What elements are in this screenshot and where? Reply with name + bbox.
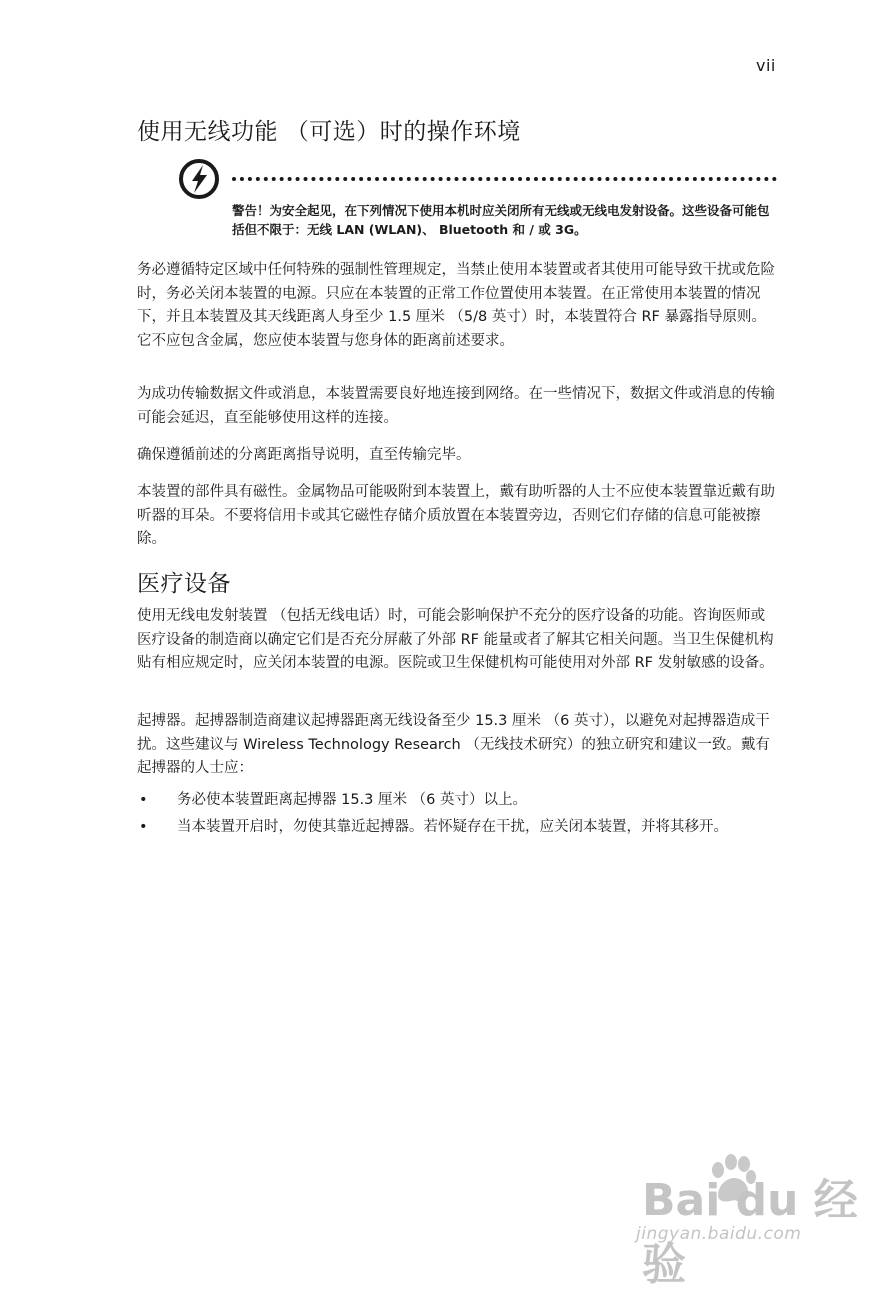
section-title-wireless: 使用无线功能 （可选）时的操作环境 xyxy=(137,119,521,145)
watermark xyxy=(636,1152,876,1290)
watermark-url: jingyan.baidu.com xyxy=(636,1224,802,1244)
paragraph: 为成功传输数据文件或消息，本装置需要良好地连接到网络。在一些情况下，数据文件或消息的传输可能会延迟，直至能够使用这样的连接。 xyxy=(137,386,775,426)
paragraph: 务必遵循特定区域中任何特殊的强制性管理规定，当禁止使用本装置或者其使用可能导致干扰或危险时，务必关闭本装置的电源。只应在本装置的正常工作位置使用本装置。在正常使用本装置的情况下，并且本装置及其天线距离人身至少 1.5 厘米 （5/8 英寸）时，本装置符合 RF 暴露指导原则。它不应包含金属，您应使本装置与您身体的距离前述要求。 xyxy=(137,262,775,349)
watermark-logo: Bai du 经验 xyxy=(642,1175,858,1290)
paragraph: 本装置的部件具有磁性。金属物品可能吸附到本装置上，戴有助听器的人士不应使本装置靠近戴有助听器的耳朵。不要将信用卡或其它磁性存储介质放置在本装置旁边，否则它们存储的信息可能被擦除。 xyxy=(137,484,775,547)
paragraph: 起搏器。起搏器制造商建议起搏器距离无线设备至少 15.3 厘米 （6 英寸），以避免对起搏器造成干扰。这些建议与 Wireless Technology Research （无线技术研究）的独立研究和建议一致。戴有起搏器的人士应： xyxy=(137,713,770,776)
page-number: vii xyxy=(756,56,776,75)
paragraph: 确保遵循前述的分离距离指导说明，直至传输完毕。 xyxy=(137,447,471,463)
paragraph: 使用无线电发射装置 （包括无线电话）时，可能会影响保护不充分的医疗设备的功能。咨询医师或医疗设备的制造商以确定它们是否充分屏蔽了外部 RF 能量或者了解其它相关问题。当卫生保健机构贴有相应规定时，应关闭本装置的电源。医院或卫生保健机构可能使用对外部 RF 发射敏感的设备。 xyxy=(137,608,774,671)
section-title-medical: 医疗设备 xyxy=(137,571,231,597)
bullet-marker: • xyxy=(139,819,148,835)
list-item-text: 务必使本装置距离起搏器 15.3 厘米 （6 英寸）以上。 xyxy=(177,792,527,808)
warning-divider xyxy=(232,177,777,181)
warning-text: 警告！为安全起见，在下列情况下使用本机时应关闭所有无线或无线电发射设备。这些设备可能包括但不限于：无线 LAN (WLAN)、 Bluetooth 和 / 或 3G。 xyxy=(232,203,770,237)
bullet-marker: • xyxy=(139,792,148,808)
lightning-warning-icon xyxy=(178,158,220,200)
list-item-text: 当本装置开启时，勿使其靠近起搏器。若怀疑存在干扰，应关闭本装置，并将其移开。 xyxy=(177,819,728,835)
